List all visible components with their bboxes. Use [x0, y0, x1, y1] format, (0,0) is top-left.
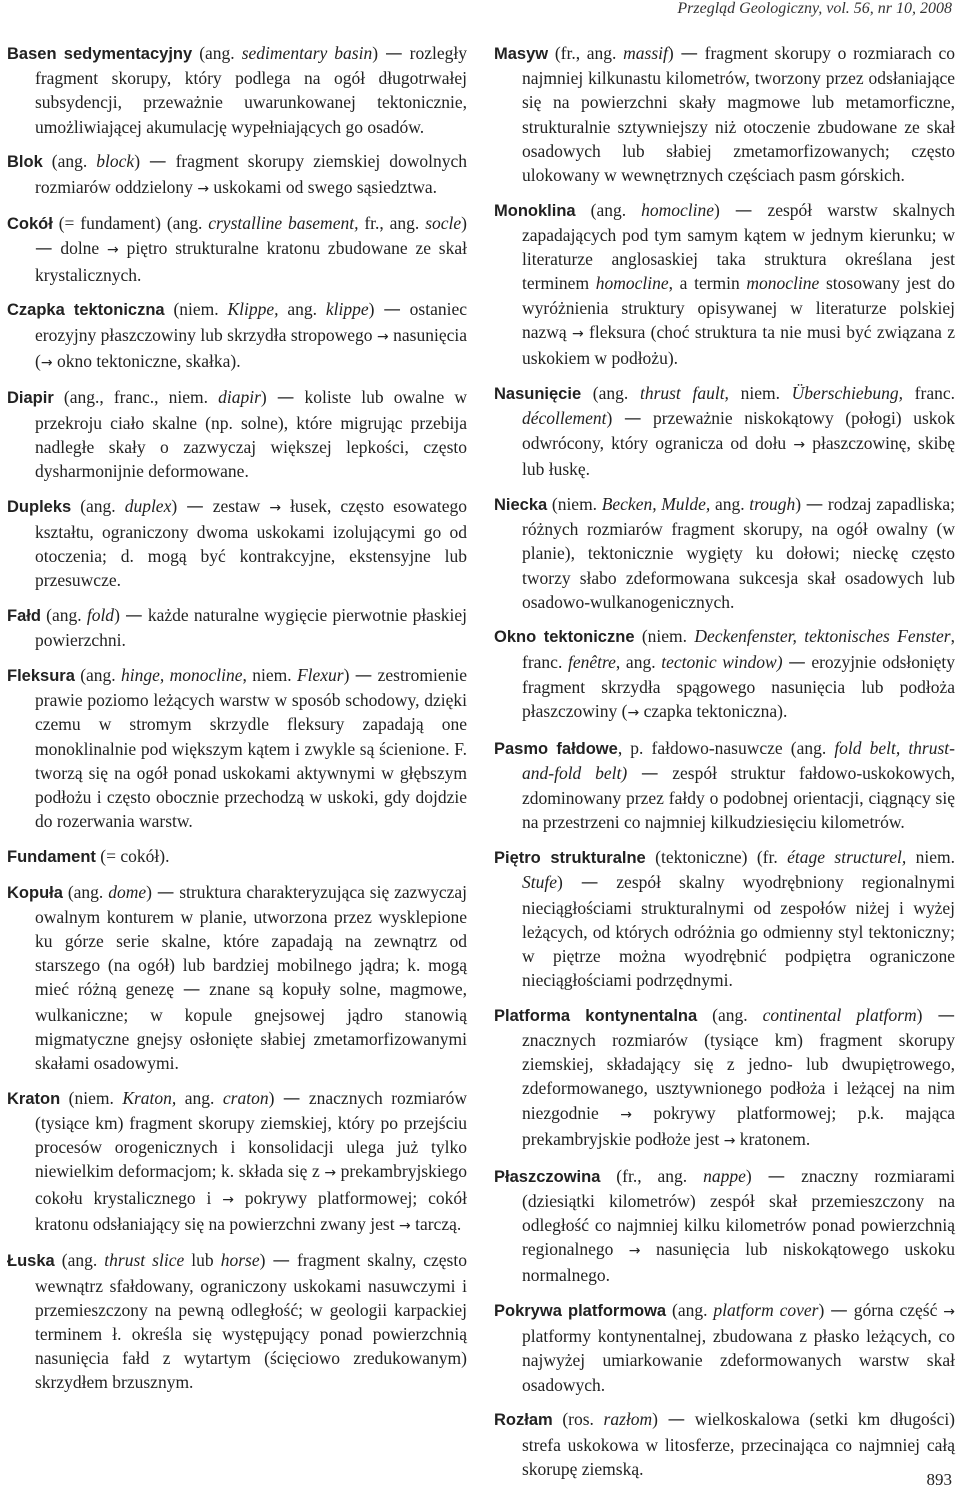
italic-term: monocline [746, 273, 820, 294]
entry-text: ) [714, 199, 735, 220]
term-heading: Płaszczowina [494, 1167, 601, 1186]
glossary-entry [494, 1407, 955, 1481]
term-heading: Czapka tektoniczna [7, 301, 165, 320]
term-heading: Blok [7, 153, 43, 172]
italic-term: thrust slice [104, 1250, 185, 1271]
term-heading: Niecka [494, 495, 548, 514]
entry-text: ) [134, 151, 150, 172]
glossary-entry [7, 1248, 467, 1394]
em-dash: — [156, 882, 175, 903]
entry-text: nasunięcia lub niskokątowego uskoku normalnego. [522, 1239, 956, 1286]
em-dash: — [182, 980, 201, 1001]
italic-term: tectonic window) [661, 651, 783, 672]
term-heading: Kraton [7, 1089, 61, 1108]
entry-text: niem. [728, 382, 792, 403]
italic-term: socle [425, 213, 462, 234]
em-dash: — [383, 300, 401, 321]
em-dash: — [830, 1301, 848, 1322]
entry-text: znane są kopuły solne, magmowe, wulkaniczne; w kopule gnejsowej jądro stanowią migmatyczne gnejsy osłonięte słabiej zmetamorfizowanymi skałami osadowymi. [35, 979, 467, 1074]
em-dash: — [276, 388, 295, 409]
arrow-icon: → [943, 1304, 955, 1321]
entry-text: zespół struktur fałdowo-uskokowych, zdominowany przez fałdy o podobnej orientacji, ciągnący się na przestrzeni co najmniej kilkudziesięciu kilometrów. [522, 762, 956, 833]
italic-term: étage structurel, [787, 847, 907, 868]
italic-term: platform cover [713, 1300, 819, 1321]
entry-text: ) [557, 872, 581, 893]
term-heading: Nasunięcie [494, 384, 582, 403]
entry-text: ) [795, 493, 806, 514]
italic-term: duplex [124, 495, 172, 516]
entry-text: pokrywy platformowej; cokół kratonu odsłaniający się na powierzchni zwany jest [35, 1187, 467, 1234]
entry-text: ) [146, 881, 157, 902]
italic-term: fold belt, thrust-and-fold belt) [522, 737, 955, 783]
glossary-entry [7, 149, 467, 200]
arrow-icon: → [107, 242, 119, 259]
em-dash: — [937, 1005, 955, 1026]
glossary-entry [7, 297, 467, 375]
arrow-icon: → [398, 1217, 411, 1234]
entry-text: fragment skorupy ziemskiej dowolnych rozmiarów oddzielony [35, 151, 467, 197]
glossary-entry [7, 844, 467, 869]
glossary-entry [494, 736, 955, 835]
entry-text: ) [916, 1004, 938, 1025]
entry-text: ) [268, 1087, 283, 1108]
italic-term: klippe [325, 299, 369, 320]
entry-text: koliste lub owalne w przekroju ciało skalne (np. solne), które migrując przebija nadległe skały o zazwyczaj większej lepkości, często dysharmonijnie deformowane. [35, 387, 468, 482]
entry-text: (ang. [54, 1250, 105, 1271]
entry-text: ) [171, 495, 187, 516]
entry-text: ostaniec erozyjny płaszczowiny lub skrzydła stropowego [35, 299, 467, 345]
entry-text [627, 763, 641, 783]
entry-text: górna część [847, 1300, 944, 1321]
arrow-icon: → [324, 1165, 337, 1182]
italic-term: nappe [703, 1165, 746, 1186]
italic-term: fold [86, 605, 115, 626]
entry-text: każde naturalne wygięcie pierwotnie płaskiej powierzchni. [35, 605, 468, 651]
em-dash: — [680, 44, 698, 64]
glossary-entry [7, 385, 467, 483]
glossary-entry [7, 603, 467, 652]
entry-text: struktura charakteryzująca się zazwyczaj owalnym konturem w planie, utworzona przez wysklepione ku górze serie skalne, które zapadają na zewnątrz od starszego (na ogół) lub bardziej mobilnego jądra; k. mogą mieć różną genezę [35, 881, 467, 1000]
entry-text: zespół warstw skalnych zapadających pod tym samym kątem w jednym kierunku; w literaturze anglosaskiej taka struktura określana jest terminem [522, 199, 955, 294]
entry-text: ) [114, 605, 126, 626]
italic-term: homocline [595, 273, 669, 294]
arrow-icon: → [628, 1243, 641, 1260]
entry-text: (= cokół). [95, 845, 170, 866]
italic-term: Flexur [296, 664, 344, 685]
entry-text: ) [667, 43, 681, 63]
entry-text: fragment skorupy o rozmiarach co najmniej kilkunastu kilometrów, tworzony przez odsłaniające się na powierzchni skały magmowe lub metamorficzne, strukturalnie sztywniejszy niż otoczenie zbudowane ze skał osadowych lub słabiej zmetamorfizowanych; często ulokowany w wewnętrznych częściach pasm górskich. [522, 43, 955, 186]
italic-term: craton [222, 1087, 269, 1108]
entry-text: , ang. [615, 651, 662, 672]
entry-text: ) [652, 1409, 668, 1430]
italic-term: décollement [522, 407, 607, 428]
entry-text: (ang. [192, 43, 242, 63]
arrow-icon: → [620, 1106, 632, 1123]
entry-text: , p. fałdowo-nasuwcze (ang. [617, 737, 835, 758]
entry-text: (niem. [60, 1087, 123, 1108]
arrow-icon: → [269, 499, 282, 516]
italic-term: Deckenfenster, tektonisches Fenster [694, 626, 951, 647]
term-heading: Masyw [494, 45, 549, 63]
em-dash: — [354, 665, 373, 686]
entry-text: (ang. [581, 382, 640, 403]
term-heading: Fałd [7, 607, 41, 626]
entry-text: ) [343, 664, 355, 685]
term-heading: Pasmo fałdowe [494, 739, 618, 758]
entry-text: okno tektoniczne, skałka). [52, 350, 241, 371]
glossary-entry [7, 494, 467, 593]
entry-text: (= fundament) (ang. [52, 213, 209, 234]
glossary-entry [494, 845, 955, 992]
arrow-icon: → [376, 328, 389, 345]
em-dash: — [125, 606, 143, 627]
entry-text: (ang. [666, 1300, 714, 1321]
entry-text: ) [606, 407, 624, 428]
entry-text: , franc. [522, 626, 955, 672]
entry-text: czapka tektoniczna). [639, 701, 788, 722]
entry-text: znacznych rozmiarów (tysiące km) fragment skorupy ziemskiej, składający się z jedno- lub dwupiętrowego, zdeformowanego, usztywnionego podłoża i leżącej na nim niezgodnie [522, 1030, 955, 1123]
italic-term: diapir [218, 387, 261, 408]
entry-text: ) [260, 387, 277, 408]
glossary-entry [7, 663, 467, 833]
em-dash: — [580, 873, 599, 894]
entry-text: nasunięcia ( [35, 324, 467, 371]
em-dash: — [734, 200, 753, 221]
entry-text: ang. [710, 493, 750, 514]
glossary-entry [494, 492, 955, 614]
em-dash: — [623, 408, 642, 429]
entry-text: , niem. [242, 664, 297, 685]
entry-text: rodzaj zapadliska; różnych rozmiarów fragment skorupy, na ogół owalny (w planie), tektonicznie wygięty ku dołowi; nieckę często tworzy słabo zdeformowana sukcesja skał osadowych lub osadowo-wulkanogenicznych. [522, 493, 955, 612]
entry-text: ) [372, 43, 386, 63]
entry-text: (tektoniczne) (fr. [645, 847, 788, 868]
entry-text: ang. [278, 299, 326, 320]
glossary-entry [7, 41, 467, 139]
entry-text: erozyjnie odsłonięty fragment skrzydła spągowego nasunięcia lub podłoża płaszczowiny ( [522, 651, 955, 722]
entry-text: fr., ang. [358, 213, 426, 234]
entry-text: łusek, często esowatego kształtu, ograniczony dwoma uskokami izolującymi go od otoczenia; d. mogą być kontrakcyjne, ekstensyjne lub przesuwcze. [35, 495, 467, 591]
arrow-icon: → [627, 705, 640, 722]
glossary-entry [494, 41, 955, 187]
glossary-entry [494, 624, 955, 725]
entry-text: fleksura (choć struktura ta nie musi być związana z uskokiem w podłożu). [522, 321, 955, 368]
em-dash: — [805, 494, 824, 515]
entry-text: (ang. [74, 664, 122, 685]
entry-text: ) [745, 1165, 768, 1186]
term-heading: Fleksura [7, 666, 75, 685]
term-heading: Monoklina [494, 201, 576, 220]
entry-text: ) [461, 213, 467, 234]
entry-text: (ang. [575, 199, 642, 220]
em-dash: — [282, 1088, 301, 1109]
entry-text: pokrywy platformowej; p.k. mająca prekambryjskie podłoże jest [522, 1102, 955, 1149]
entry-text: ang. [176, 1087, 223, 1108]
term-heading: Platforma kontynentalna [494, 1006, 698, 1025]
glossary-column-left [7, 41, 467, 1405]
term-heading: Fundament [7, 847, 96, 866]
entry-text: (fr., ang. [548, 43, 624, 63]
entry-text: platformy kontynentalnej, zbudowana z płasko leżących, co najwyżej umiarkowanie zdeformowanych warstw skał osadowych. [522, 1326, 955, 1395]
entry-text: uskokami od swego sąsiedztwa. [209, 176, 437, 197]
em-dash: — [640, 763, 659, 784]
term-heading: Kopuła [7, 883, 63, 902]
term-heading: Rozłam [494, 1411, 553, 1430]
italic-term: homocline [641, 199, 715, 220]
entry-text: kratonem. [735, 1128, 811, 1149]
entry-text: piętro strukturalne kratonu zbudowane ze skał krystalicznych. [35, 238, 467, 285]
em-dash: — [186, 496, 204, 517]
em-dash: — [667, 1410, 686, 1431]
entry-text: przeważnie niskokątowy (połogi) uskok odwrócony, który ogranicza od dołu [522, 407, 956, 454]
italic-term: block [96, 151, 135, 172]
glossary-entry [7, 1086, 467, 1238]
em-dash: — [35, 239, 53, 260]
entry-text: zespół skalny wyodrębniony regionalnymi nieciągłościami strukturalnymi od zespołów niżej i wyżej leżących, od których odróżnia go odmienny styl tektoniczny; w piętrze można wyodrębnić podpiętra ograniczone nieciągłościami podrzędnymi. [522, 872, 956, 991]
entry-text: wielkoskalowa (setki km długości) strefa uskokowa w litosferze, przecinająca co najmniej całą skorupę ziemską. [522, 1409, 956, 1479]
glossary-entry [7, 211, 467, 287]
glossary-entry [7, 880, 467, 1076]
arrow-icon: → [222, 1191, 235, 1208]
entry-text: stosowany jest do wyróżnienia struktury opisywanej w literaturze polskiej nazwą [522, 273, 955, 342]
glossary-column-right [494, 41, 955, 1491]
glossary-entry [494, 381, 955, 482]
italic-term: razłom [603, 1409, 653, 1430]
entry-text: dolne [52, 238, 108, 259]
italic-term: Becken, Mulde, [601, 493, 711, 514]
entry-text: zestromienie prawie poziomo leżących warstw w sposób schodowy, dzięki czemu w stromym skrzydle fleksury zapadają one monoklinalnie pod większym kątem i zwykle są ścienione. F. tworzą się na ogół ponad uskokami aktywnymi w głębszym podłożu i często obocznie przechodzą w uskoki, gdy dojdzie do rozerwania warstw. [35, 664, 468, 832]
italic-term: fenêtre [567, 651, 616, 672]
italic-term: hinge, monocline [121, 664, 243, 685]
em-dash: — [149, 152, 167, 173]
term-heading: Pokrywa platformowa [494, 1302, 667, 1321]
italic-term: trough [749, 493, 796, 514]
entry-text: znacznych rozmiarów (tysiące km) fragment skorupy ziemskiej, który po przejściu procesów orogenicznych i konsolidacji ulega już tylko niewielkim deformacjom; k. składa się z [35, 1087, 467, 1182]
em-dash: — [385, 44, 403, 64]
arrow-icon: → [793, 437, 806, 454]
entry-text: tarczą. [410, 1213, 462, 1234]
term-heading: Cokół [7, 215, 53, 234]
italic-term: massif [623, 43, 668, 63]
italic-term: Klippe, [227, 299, 279, 320]
entry-text: zestaw [203, 495, 270, 516]
entry-text: (ang. [40, 605, 87, 626]
entry-text: płaszczowinę, skibę lub łuskę. [522, 433, 955, 480]
entry-text: , a termin [668, 273, 747, 294]
em-dash: — [788, 652, 806, 673]
entry-text: (ang. [71, 495, 125, 516]
italic-term: horse [220, 1250, 260, 1271]
entry-text: rozległy fragment skorupy, który podlega na ogół długotrwałej subsydencji, przeważnie uwarunkowanej tektonicznie, umożliwiającej akumulację wypełniających go osadów. [35, 43, 467, 137]
glossary-entry [494, 1164, 955, 1288]
arrow-icon: → [723, 1132, 736, 1149]
term-heading: Diapir [7, 389, 54, 408]
italic-term: crystalline basement, [208, 213, 359, 234]
entry-text: (ang. [42, 151, 97, 172]
term-heading: Dupleks [7, 497, 72, 516]
entry-text: (ang., franc., niem. [53, 387, 219, 408]
arrow-icon: → [40, 354, 53, 371]
entry-text: (fr., ang. [600, 1165, 704, 1186]
journal-header: Przegląd Geologiczny, vol. 56, nr 10, 2008 [677, 0, 952, 17]
glossary-entry [494, 1298, 955, 1397]
glossary-entry [494, 198, 955, 370]
page-number: 893 [926, 1470, 952, 1489]
entry-text: prekambryjskiego cokołu krystalicznego i [35, 1161, 467, 1208]
term-heading: Piętro strukturalne [494, 849, 646, 868]
italic-term: Kraton, [122, 1087, 177, 1108]
italic-term: sedimentary basin [241, 43, 373, 63]
glossary-entry [494, 1003, 955, 1153]
entry-text: (ang. [697, 1004, 763, 1025]
entry-text: ) [368, 299, 384, 320]
italic-term: dome [108, 881, 147, 902]
entry-text: lub [184, 1250, 221, 1271]
entry-text: (ros. [552, 1409, 604, 1430]
arrow-icon: → [197, 180, 210, 197]
italic-term: thrust fault, [639, 382, 729, 403]
entry-text: franc. [902, 382, 955, 403]
italic-term: Stufe [522, 872, 557, 893]
entry-text: (ang. [62, 881, 109, 902]
entry-text: ) [818, 1300, 831, 1321]
em-dash: — [272, 1251, 290, 1272]
entry-text: fragment skalny, często wewnątrz sfałdowany, ograniczony uskokami nasuwczymi i przemieszczony na pewną odległość; w geologii karpackiej terminem ł. określa się występujący ponad powierzchnią nasunięcia fałd z wytartym (ścięciowo zredukowanym) skrzydłem brzusznym. [35, 1250, 467, 1393]
italic-term: Überschiebung, [791, 382, 903, 403]
italic-term: continental platform [762, 1004, 917, 1025]
term-heading: Okno tektoniczne [494, 628, 635, 647]
entry-text: niem. [906, 847, 955, 868]
arrow-icon: → [572, 325, 584, 342]
entry-text: (niem. [547, 493, 602, 514]
term-heading: Basen sedymentacyjny [7, 45, 193, 63]
entry-text: znaczny rozmiarami (dziesiątki kilometrów) zespół skał przemieszczony na odległość co najmniej kilku kilometrów ponad powierzchnią regionalnego [522, 1165, 955, 1260]
entry-text: (niem. [164, 299, 228, 320]
entry-text: (niem. [634, 626, 695, 647]
term-heading: Łuska [7, 1252, 55, 1271]
em-dash: — [767, 1166, 786, 1187]
entry-text: ) [259, 1250, 273, 1271]
